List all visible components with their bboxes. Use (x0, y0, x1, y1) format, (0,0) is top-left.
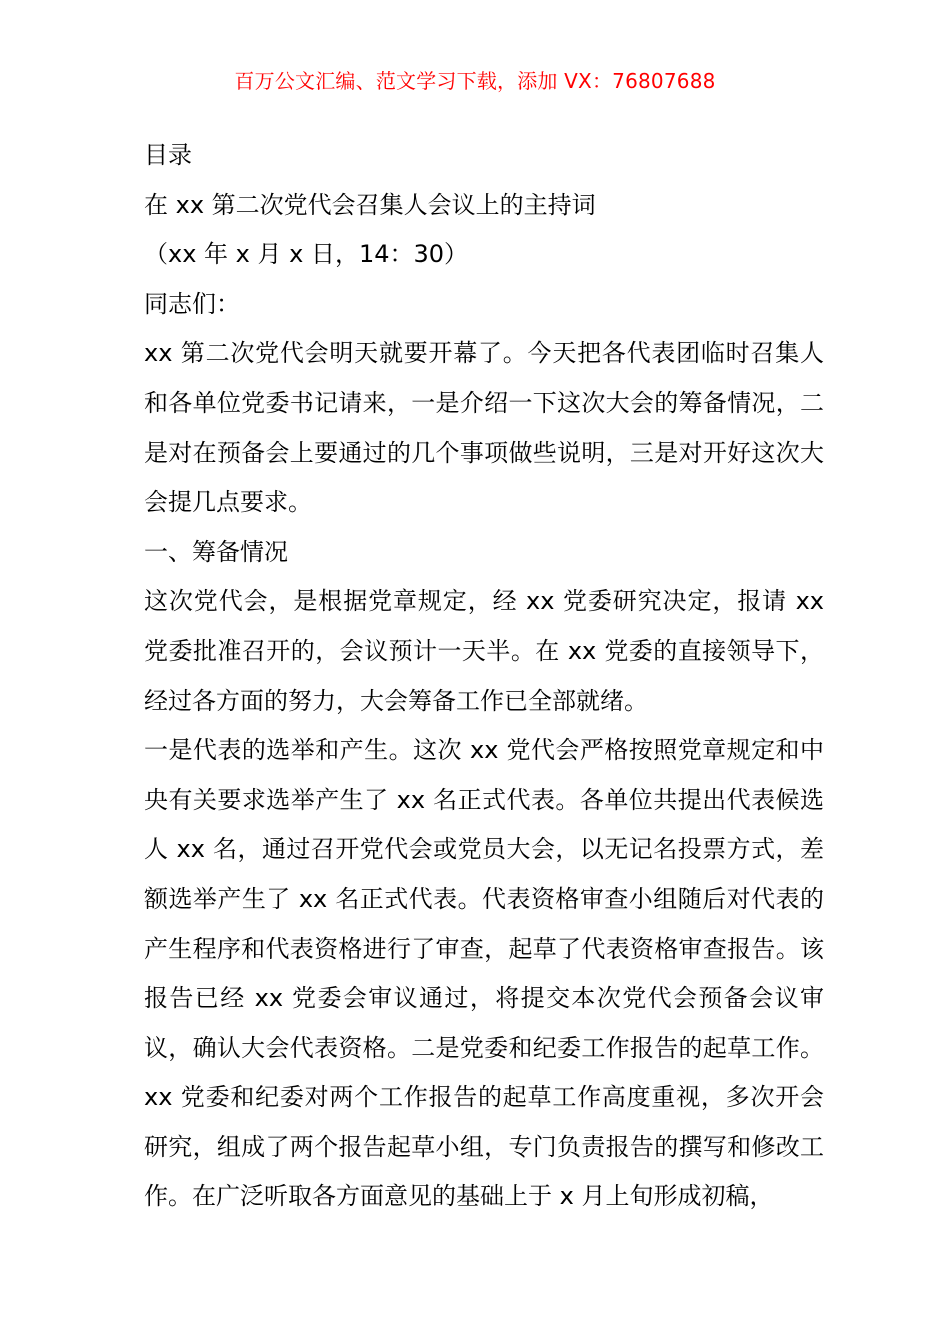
document-title: 在 xx 第二次党代会召集人会议上的主持词 (144, 190, 596, 219)
header-ad-note: 百万公文汇编、范文学习下载，添加 VX：76807688 (234, 69, 716, 93)
date-line: （xx 年 x 月 x 日，14：30） (144, 240, 469, 269)
paragraph-preparation: 这次党代会，是根据党章规定，经 xx 党委研究决定，报请 xx 党委批准召开的，会议预计一天半。在 xx 党委的直接领导下，经过各方面的努力，大会筹备工作已全部就绪。 (144, 587, 824, 715)
toc-label: 目录 (144, 141, 192, 169)
paragraph-elections: 一是代表的选举和产生。这次 xx 党代会严格按照党章规定和中央有关要求选举产生了 xx 名正式代表。各单位共提出代表候选人 xx 名，通过召开党代会或党员大会，以无记名投票方式，差额选举产生了 xx 名正式代表。代表资格审查小组随后对代表的产生程序和代表资格进行了审查，起草了代表资格审查报告。该报告已经 xx 党委会审议通过，将提交本次党代会预备会议审议，确认大会代表资格。二是党委和纪委工作报告的起草工作。xx 党委和纪委对两个工作报告的起草工作高度重视，多次开会研究，组成了两个报告起草小组，专门负责报告的撰写和修改工作。在广泛听取各方面意见的基础上于 x 月上旬形成初稿， (144, 736, 824, 1211)
section-heading: 一、筹备情况 (144, 537, 288, 566)
salutation: 同志们： (144, 289, 240, 318)
document-body (144, 131, 824, 1222)
paragraph-opening: xx 第二次党代会明天就要开幕了。今天把各代表团临时召集人和各单位党委书记请来，一是介绍一下这次大会的筹备情况，二是对在预备会上要通过的几个事项做些说明，三是对开好这次大会提几点要求。 (144, 339, 824, 517)
